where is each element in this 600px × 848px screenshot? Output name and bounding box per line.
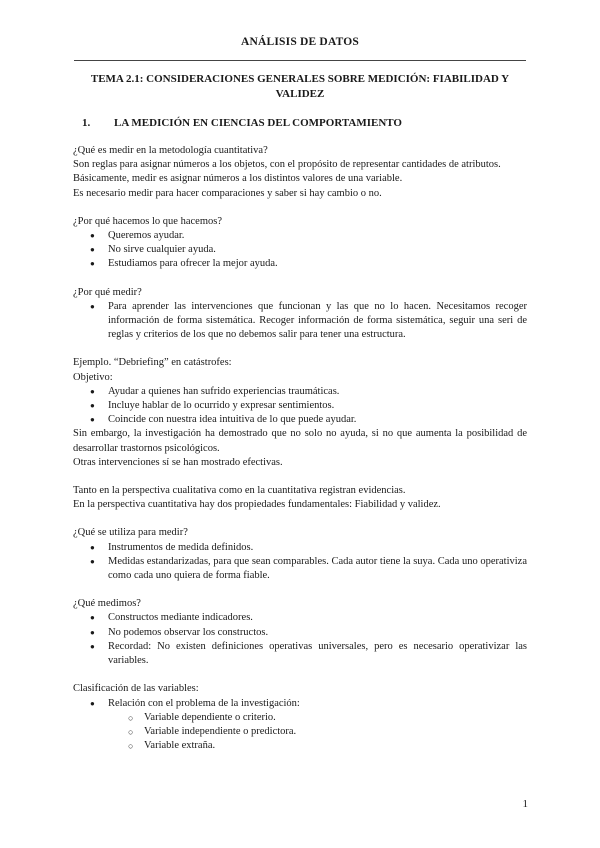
paragraph: Tanto en la perspectiva cualitativa como en la cuantitativa registran evidencias. xyxy=(73,485,406,497)
sub-list-item: ○ Variable extraña. xyxy=(73,739,527,753)
bullet-list xyxy=(73,697,527,711)
body-content xyxy=(73,144,527,753)
list-item: ● Incluye hablar de lo ocurrido y expresar sentimientos. xyxy=(73,399,527,413)
question-que-se-utiliza: ¿Qué se utiliza para medir? xyxy=(73,527,188,539)
list-item: ● Relación con el problema de la investigación: xyxy=(73,697,527,711)
paragraph: Otras intervenciones sí se han mostrado efectivas. xyxy=(73,456,283,468)
list-item: ● Medidas estandarizadas, para que sean comparables. Cada autor tiene la suya. Cada uno operativiza como cada uno quiera de forma fiable. xyxy=(73,555,527,583)
list-item: ● Coincide con nuestra idea intuitiva de lo que puede ayudar. xyxy=(73,413,527,427)
list-item: ● Para aprender las intervenciones que funcionan y las que no lo hacen. Necesitamos recoger información de forma sistemática. Recoger información de forma sistemática, seguir una seri de reglas y criterios de los que no debemos salir para tener una estructura. xyxy=(73,300,527,343)
example-heading: Ejemplo. “Debriefing” en catástrofes: xyxy=(73,357,232,369)
list-item: ● No podemos observar los constructos. xyxy=(73,626,527,640)
list-item: ● Constructos mediante indicadores. xyxy=(73,611,527,625)
sub-list xyxy=(73,711,527,754)
paragraph: En la perspectiva cuantitativa hay dos propiedades fundamentales: Fiabilidad y validez. xyxy=(73,499,441,511)
section-heading xyxy=(74,116,526,131)
section-title: LA MEDICIÓN EN CIENCIAS DEL COMPORTAMIENTO xyxy=(114,117,402,129)
topic-title: TEMA 2.1: CONSIDERACIONES GENERALES SOBRE MEDICIÓN: FIABILIDAD Y VALIDEZ xyxy=(90,73,510,100)
section-number: 1. xyxy=(82,117,91,129)
question-por-que-hacemos: ¿Por qué hacemos lo que hacemos? xyxy=(73,215,222,227)
list-item: ● Ayudar a quienes han sufrido experiencias traumáticas. xyxy=(73,385,527,399)
sub-list-item: ○ Variable dependiente o criterio. xyxy=(73,711,527,725)
bullet-list xyxy=(73,300,527,343)
list-item: ● Queremos ayudar. xyxy=(73,229,527,243)
header-rule xyxy=(74,60,526,61)
page-number: 1 xyxy=(522,798,528,810)
paragraph: Son reglas para asignar números a los objetos, con el propósito de representar cantidades de atributos. xyxy=(73,159,501,171)
question-medir: ¿Qué es medir en la metodología cuantitativa? xyxy=(73,145,268,156)
paragraph: Básicamente, medir es asignar números a los distintos valores de una variable. xyxy=(73,173,403,185)
bullet-list xyxy=(73,541,527,584)
bullet-list xyxy=(73,611,527,668)
list-item: ● Instrumentos de medida definidos. xyxy=(73,541,527,555)
question-por-que-medir: ¿Por qué medir? xyxy=(73,286,142,298)
classification-heading: Clasificación de las variables: xyxy=(73,683,199,695)
paragraph: Sin embargo, la investigación ha demostrado que no solo no ayuda, si no que aumenta la posibilidad de desarrollar trastornos psicológicos. xyxy=(73,428,527,454)
list-item: ● No sirve cualquier ayuda. xyxy=(73,243,527,257)
running-header: ANÁLISIS DE DATOS xyxy=(240,36,359,48)
question-que-medimos: ¿Qué medimos? xyxy=(73,598,141,610)
objective-label: Objetivo: xyxy=(73,371,113,383)
bullet-list xyxy=(73,385,527,428)
sub-list-item: ○ Variable independiente o predictora. xyxy=(73,725,527,739)
list-item: ● Recordad: No existen definiciones operativas universales, pero es necesario operativizar las variables. xyxy=(73,640,527,668)
paragraph: Es necesario medir para hacer comparaciones y saber si hay cambio o no. xyxy=(73,187,382,199)
list-item: ● Estudiamos para ofrecer la mejor ayuda. xyxy=(73,257,527,271)
bullet-list xyxy=(73,229,527,272)
